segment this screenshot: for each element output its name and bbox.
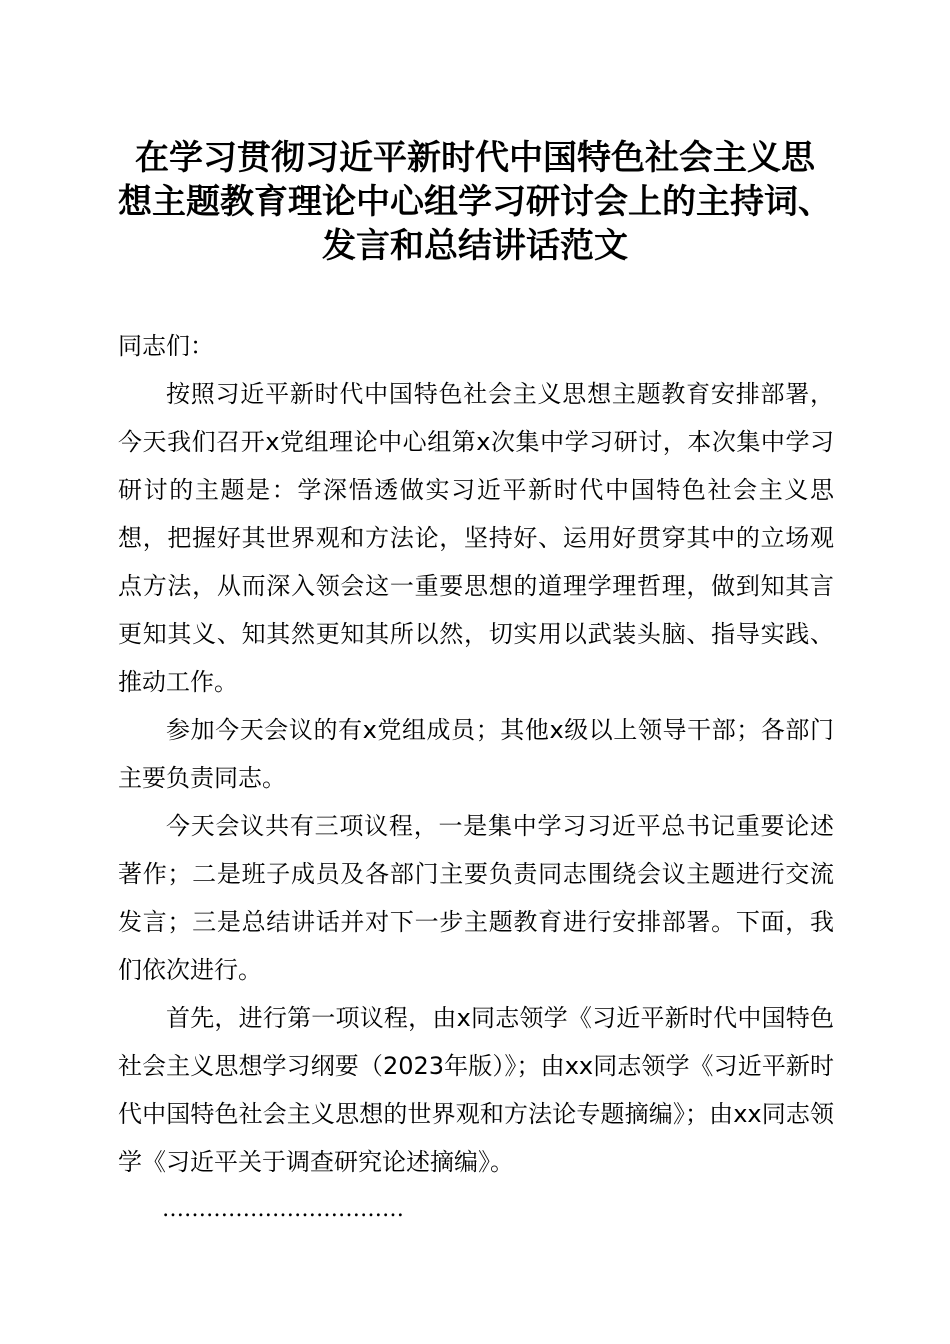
title-line-2: 想主题教育理论中心组学习研讨会上的主持词、 (118, 182, 832, 222)
paragraph-intro: 按照习近平新时代中国特色社会主义思想主题教育安排部署，今天我们召开x党组理论中心组第x次集中学习研讨，本次集中学习研讨的主题是：学深悟透做实习近平新时代中国特色社会主义思想，把握好其世界观和方法论，坚持好、运用好贯穿其中的立场观点方法，从而深入领会这一重要思想的道理学理哲理，做到知其言更知其义、知其然更知其所以然，切实用以武装头脑、指导实践、推动工作。 (118, 380, 834, 696)
document-title (100, 136, 850, 268)
paragraph-first-item: 首先，进行第一项议程，由x同志领学《习近平新时代中国特色社会主义思想学习纲要（2023年版）》；由xx同志领学《习近平新时代中国特色社会主义思想的世界观和方法论专题摘编》；由xx同志领学《习近平关于调查研究论述摘编》。 (118, 1004, 834, 1176)
title-line-1: 在学习贯彻习近平新时代中国特色社会主义思 (135, 138, 815, 178)
title-line-3: 发言和总结讲话范文 (322, 226, 628, 266)
greeting: 同志们： (118, 332, 214, 360)
ellipsis-line: …………………………… (162, 1197, 404, 1222)
paragraph-attendees: 参加今天会议的有x党组成员；其他x级以上领导干部；各部门主要负责同志。 (118, 716, 834, 792)
document-body (118, 322, 834, 1234)
paragraph-agenda: 今天会议共有三项议程，一是集中学习习近平总书记重要论述著作；二是班子成员及各部门主要负责同志围绕会议主题进行交流发言；三是总结讲话并对下一步主题教育进行安排部署。下面，我们依次进行。 (118, 812, 834, 984)
